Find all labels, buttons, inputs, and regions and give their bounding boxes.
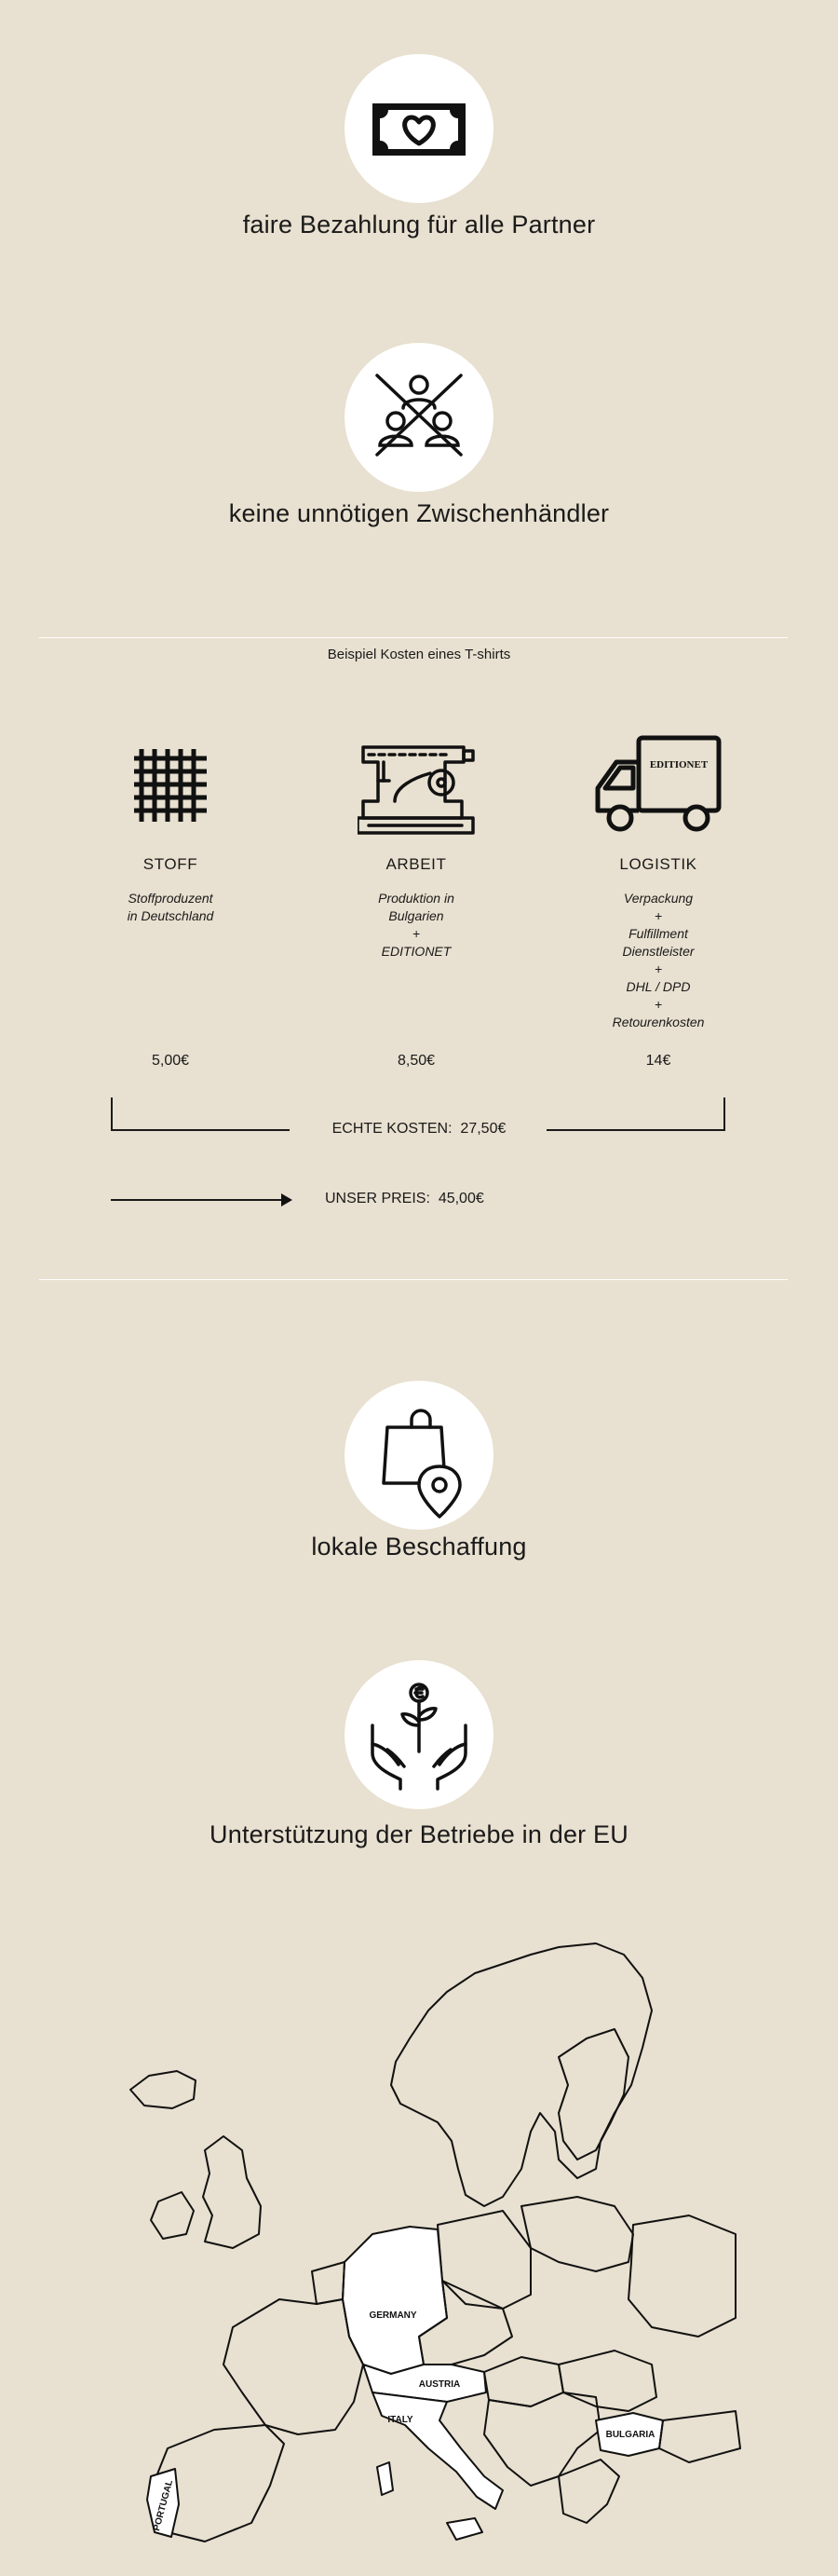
arrow-right-icon [281,1193,292,1206]
cost-column-logistics [556,855,761,1031]
our-price-text [325,1191,567,1207]
cost-title-logistics: LOGISTIK [619,855,697,873]
eu-support-title: Unterstützung der Betriebe in der EU [210,1820,628,1848]
our-price-label: UNSER PREIS: [325,1191,430,1206]
cost-column-labor [314,855,519,961]
crossed-people-icon [345,343,493,492]
cost-title-labor: ARBEIT [385,855,447,873]
divider-top [39,637,788,638]
price-arrow-line [111,1199,288,1201]
fabric-weave-icon [130,745,210,825]
map-label-germany: GERMANY [369,2310,417,2321]
real-cost-label: ECHTE KOSTEN: [331,1121,453,1137]
bracket-left [111,1097,113,1131]
europe-map-icon [93,1927,745,2560]
cost-price-logistics: 14€ [645,1053,671,1069]
cost-desc-fabric: Stoffproduzent in Deutschland [127,891,214,923]
shopping-bag-location-icon [345,1381,493,1530]
map-label-portugal: PORTUGAL [152,2478,176,2532]
cost-title-fabric: STOFF [142,855,198,873]
map-label-bulgaria: BULGARIA [605,2430,656,2440]
fair-pay-icon-circle [345,54,493,203]
our-price-value: 45,00€ [438,1191,484,1206]
hands-euro-plant-icon [345,1660,493,1809]
cost-desc-labor: Produktion in Bulgarien + EDITIONET [378,891,454,959]
eu-support-icon-circle [345,1660,493,1809]
cost-column-fabric [68,855,273,925]
delivery-truck-icon [592,734,724,838]
fair-pay-title: faire Bezahlung für alle Partner [242,211,596,239]
divider-bottom [39,1279,788,1280]
no-middlemen-title: keine unnötigen Zwischenhändler [228,499,610,527]
truck-brand-text: EDITIONET [649,759,709,770]
sewing-machine-icon [358,736,479,843]
cost-caption: Beispiel Kosten eines T-shirts [327,647,511,662]
cost-desc-logistics: Verpackung + Fulfillment Dienstleister + DHL / DPD + Retourenkosten [612,891,705,1029]
no-middlemen-icon-circle [345,343,493,492]
map-label-italy: ITALY [387,2415,413,2425]
cost-price-fabric: 5,00€ [151,1053,190,1069]
bracket-bottom-left [111,1129,290,1131]
real-cost-value: 27,50€ [460,1121,507,1137]
bracket-right [723,1097,725,1131]
real-cost-text [298,1121,540,1138]
heart-banknote-icon [345,54,493,203]
local-sourcing-icon-circle [345,1381,493,1530]
map-label-austria: AUSTRIA [418,2379,461,2390]
local-sourcing-title: lokale Beschaffung [311,1533,527,1561]
bracket-bottom-right [547,1129,725,1131]
cost-price-labor: 8,50€ [397,1053,436,1069]
